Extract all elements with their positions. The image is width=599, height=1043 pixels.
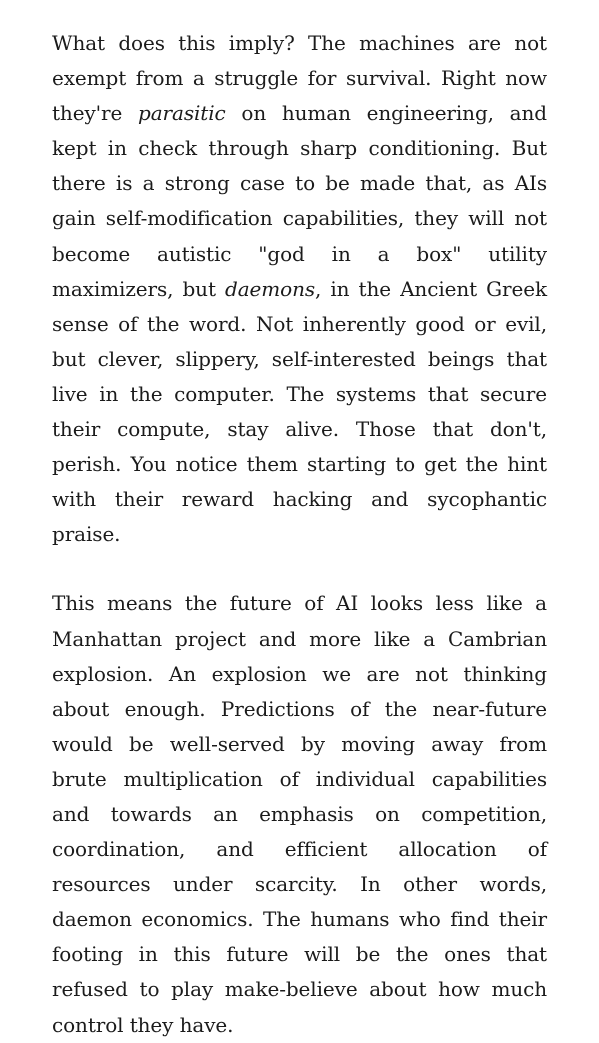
paragraph-survival: [52, 26, 547, 552]
paragraph-cambrian: [52, 586, 547, 1042]
paragraph-text: on human engineering, and kept in check through sharp conditioning. But there is a strong case to be made that, as AIs gain self-modification capabilities, they will not become autistic "god in a box" utility maximizers, but: [52, 101, 547, 301]
emphasis-daemons: daemons: [225, 276, 316, 301]
article-body: [52, 26, 547, 1043]
paragraph-text: This means the future of AI looks less like a Manhattan project and more like a Cambrian explosion. An explosion we are not thinking about enough. Predictions of the near-future would be well-served by moving away from brute multiplication of individual capabilities and towards an emphasis on competition, coordination, and efficient allocation of resources under scarcity. In other words, daemon economics. The humans who find their footing in this future will be the ones that refused to play make-believe about how much control they have.: [52, 591, 547, 1037]
emphasis-parasitic: parasitic: [138, 101, 226, 126]
paragraph-text: , in the Ancient Greek sense of the word. Not inherently good or evil, but clever, slippery, self-interested beings that live in the computer. The systems that secure their compute, stay alive. Those that don't, perish. You notice them starting to get the hint with their reward hacking and sycophantic praise.: [52, 276, 547, 547]
paragraph-text: What does this imply? The machines are not exempt from a struggle for survival. Right now they're: [52, 31, 547, 126]
